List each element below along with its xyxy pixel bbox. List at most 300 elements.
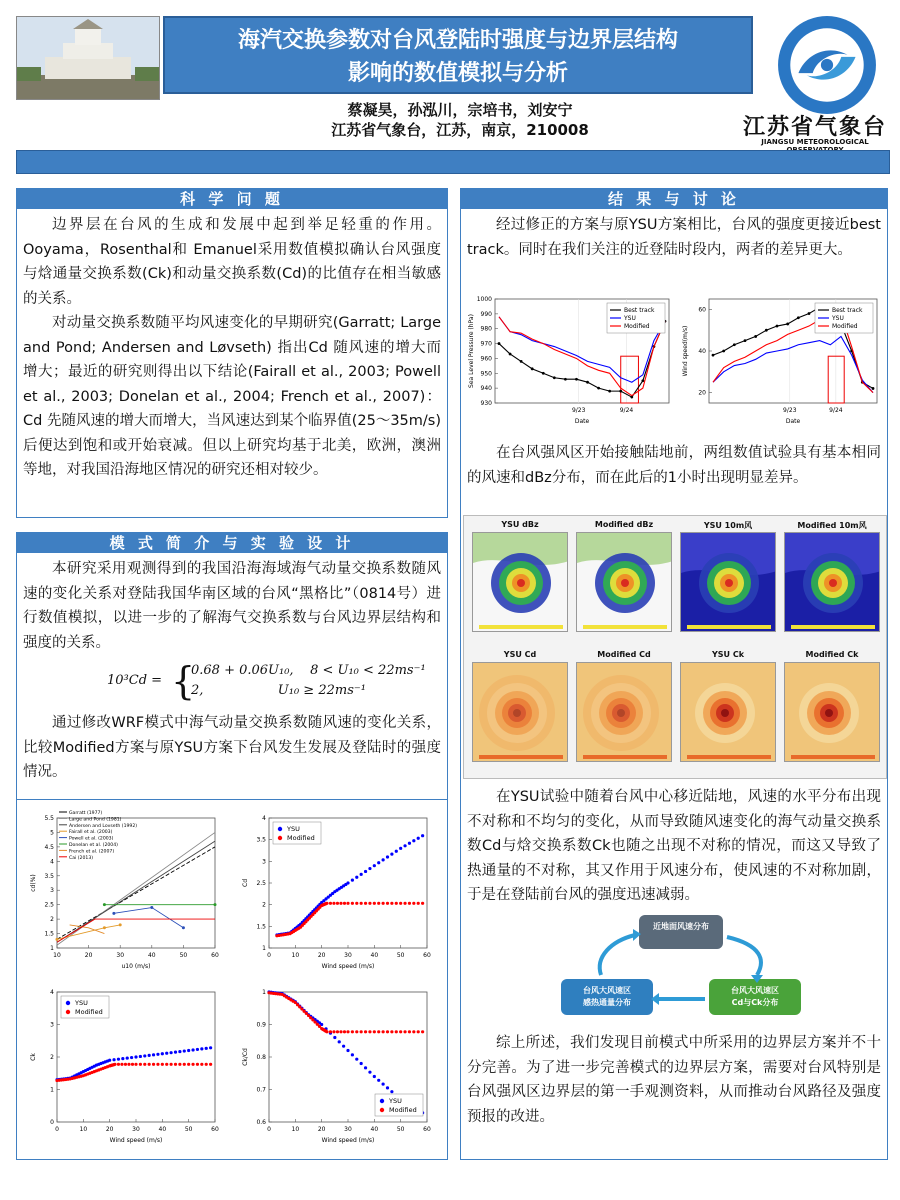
data-point-ysu — [368, 867, 371, 870]
data-point-ysu — [342, 1045, 345, 1048]
legend-label: Garratt (1977) — [69, 811, 103, 816]
formula-lhs: 10³Cd = — [107, 673, 163, 688]
data-point-modified — [421, 902, 424, 905]
data-point — [182, 926, 185, 929]
data-point-modified — [408, 1030, 411, 1033]
data-point — [103, 926, 106, 929]
x-tick-label: 9/23 — [783, 407, 797, 414]
data-point — [808, 312, 811, 315]
data-point-modified — [127, 1063, 130, 1066]
data-point-modified — [131, 1063, 134, 1066]
legend-swatch — [380, 1108, 384, 1112]
data-point-ysu — [386, 855, 389, 858]
data-point-ysu — [200, 1047, 203, 1050]
data-point-ysu — [170, 1051, 173, 1054]
data-point-modified — [332, 902, 335, 905]
map-title: YSU Ck — [711, 650, 745, 659]
y-tick-label: 40 — [698, 348, 706, 355]
legend-label: French et al. (2007) — [69, 849, 115, 855]
paragraph: 本研究采用观测得到的我国沿海海域海气动量交换系数随风速的变化关系对登陆我国华南区域的台风“黑格比”（0814号）进行数值模拟，以进一步的了解海气交换系数与台风边界层结构和强度的关系。 — [23, 561, 441, 651]
data-point-modified — [191, 1063, 194, 1066]
affiliation: 江苏省气象台，江苏，南京，210008 — [331, 121, 589, 139]
legend-label: Modified — [624, 323, 650, 330]
building-illustration — [17, 17, 159, 99]
legend-label: Modified — [832, 323, 858, 330]
data-point-modified — [200, 1063, 203, 1066]
data-point-ysu — [117, 1058, 120, 1061]
y-tick-label: 1000 — [476, 296, 492, 303]
y-tick-label: 4 — [50, 858, 54, 866]
arrow-head-icon — [751, 975, 763, 983]
y-tick-label: 1 — [262, 989, 266, 996]
data-point-ysu — [156, 1053, 159, 1056]
colorbar — [583, 625, 667, 629]
data-point — [56, 938, 59, 941]
y-tick-label: 5.5 — [44, 815, 54, 822]
colorbar — [479, 755, 563, 759]
map-title: YSU 10m风 — [703, 521, 753, 530]
data-point-ysu — [338, 1040, 341, 1043]
y-tick-label: 3 — [50, 1021, 54, 1029]
data-point — [542, 372, 545, 375]
data-point — [776, 325, 779, 328]
legend-label: Powell et al. (2003) — [69, 836, 114, 842]
y-tick-label: 960 — [480, 355, 492, 363]
x-axis-label: Date — [785, 418, 801, 425]
data-point-modified — [355, 902, 358, 905]
y-tick-label: 1.5 — [256, 923, 266, 931]
data-point-modified — [417, 902, 420, 905]
poster-title — [163, 16, 753, 94]
x-tick-label: 40 — [158, 1126, 167, 1133]
data-point-modified — [343, 902, 346, 905]
data-point-ysu — [351, 879, 354, 882]
data-point — [597, 387, 600, 390]
x-tick-label: 40 — [147, 952, 156, 959]
x-tick-label: 30 — [132, 1126, 140, 1133]
y-tick-label: 4 — [50, 989, 54, 996]
field-contour — [725, 579, 733, 587]
data-point-modified — [395, 1030, 398, 1033]
colorbar — [583, 755, 667, 759]
data-point-modified — [399, 1030, 402, 1033]
data-point-ysu — [165, 1052, 168, 1055]
x-tick-label: 60 — [423, 1126, 431, 1133]
data-point-modified — [395, 902, 398, 905]
data-point-ysu — [196, 1048, 199, 1051]
header-divider-bar — [16, 150, 890, 174]
legend-label: YSU — [287, 825, 300, 833]
paragraph: 经过修正的方案与原YSU方案相比，台风的强度更接近best track。同时在我们关注的近登陆时段内，两者的差异更大。 — [467, 217, 881, 258]
legend-label: Cai (2013) — [69, 855, 94, 861]
data-point-ysu — [390, 853, 393, 856]
data-point — [641, 379, 644, 382]
legend-label: Best track — [624, 307, 655, 314]
simulation-map — [472, 662, 568, 762]
data-point-ysu — [126, 1056, 129, 1059]
data-point-modified — [205, 1063, 208, 1066]
data-point-ysu — [139, 1055, 142, 1058]
data-point-ysu — [346, 1049, 349, 1052]
data-point-ysu — [187, 1049, 190, 1052]
data-point-modified — [360, 902, 363, 905]
data-point-ysu — [368, 1071, 371, 1074]
data-point-modified — [377, 1030, 380, 1033]
paragraph: 边界层在台风的生成和发展中起到举足轻重的作用。Ooyama，Rosenthal和 Emanuel采用数值模拟确认台风强度与焓通量交换系数(Ck)和动量交换系数(Cd)的比值存在相当敏感的关系。 — [23, 217, 441, 307]
data-point-modified — [364, 902, 367, 905]
y-tick-label: 0.8 — [256, 1054, 266, 1061]
data-point-modified — [336, 902, 339, 905]
data-point-modified — [332, 1030, 335, 1033]
data-point-modified — [339, 902, 342, 905]
data-point-modified — [412, 902, 415, 905]
formula-brace: { — [171, 659, 196, 703]
map-title: YSU dBz — [501, 520, 539, 529]
map-title: Modified 10m风 — [797, 521, 867, 530]
data-point — [797, 316, 800, 319]
map-title: Modified Cd — [597, 650, 651, 659]
x-axis-label: u10 (m/s) — [121, 963, 151, 970]
x-tick-label: 40 — [370, 952, 379, 959]
data-point-ysu — [143, 1054, 146, 1057]
legend-label: Modified — [287, 834, 315, 842]
data-point-modified — [399, 902, 402, 905]
data-point-modified — [148, 1063, 151, 1066]
data-point-ysu — [403, 844, 406, 847]
legend-label: Modified — [75, 1008, 103, 1016]
logo-chinese-name: 江苏省气象台 — [742, 114, 887, 140]
data-point-ysu — [395, 850, 398, 853]
data-point-modified — [336, 1030, 339, 1033]
y-tick-label: 0 — [50, 1119, 54, 1126]
y-tick-label: 20 — [698, 389, 706, 397]
y-tick-label: 3 — [50, 887, 54, 895]
x-tick-label: 30 — [344, 1126, 352, 1133]
arrow-head-icon — [633, 929, 641, 941]
legend-label: Fairall et al. (2003) — [69, 830, 113, 836]
y-tick-label: 0.7 — [256, 1086, 266, 1094]
x-axis-label: Wind speed (m/s) — [321, 963, 375, 970]
legend-label: Andersen and Lovseth (1992) — [69, 823, 138, 829]
data-point — [744, 339, 747, 342]
data-point-modified — [364, 1030, 367, 1033]
arrow-icon — [727, 937, 761, 975]
data-point-ysu — [412, 839, 415, 842]
flow-node-label: 感热通量分布 — [583, 998, 631, 1007]
data-point-ysu — [134, 1055, 137, 1058]
flow-arrows — [561, 915, 801, 1019]
data-point-ysu — [209, 1046, 212, 1049]
legend-swatch — [66, 1001, 70, 1005]
x-tick-label: 10 — [291, 952, 300, 959]
data-point — [608, 390, 611, 393]
data-point — [103, 903, 106, 906]
data-point — [786, 323, 789, 326]
y-tick-label: 2 — [262, 901, 266, 909]
x-tick-label: 9/24 — [829, 407, 843, 414]
data-point-modified — [339, 1030, 342, 1033]
x-tick-label: 30 — [116, 952, 125, 959]
data-point-ysu — [360, 1062, 363, 1065]
section-heading: 结 果 与 讨 论 — [461, 189, 887, 209]
data-point-modified — [134, 1063, 137, 1066]
data-point-modified — [143, 1063, 146, 1066]
field-contour — [583, 675, 659, 751]
data-point-modified — [386, 902, 389, 905]
data-point — [872, 387, 875, 390]
data-point-modified — [325, 1030, 328, 1033]
y-tick-label: 60 — [698, 306, 706, 314]
data-point-modified — [329, 902, 332, 905]
simulation-map — [576, 532, 672, 632]
x-tick-label: 9/23 — [571, 407, 586, 414]
x-axis-label: Wind speed (m/s) — [321, 1137, 375, 1144]
y-axis-label: Ck/Cd — [242, 1048, 249, 1066]
y-tick-label: 930 — [480, 400, 492, 407]
figure-panel-cd-ck — [16, 800, 448, 1160]
data-point-ysu — [130, 1056, 133, 1059]
authors: 蔡凝昊，孙泓川，宗培书，刘安宁 — [347, 101, 573, 119]
data-point-ysu — [355, 876, 358, 879]
data-point-modified — [152, 1063, 155, 1066]
data-point — [765, 329, 768, 332]
y-tick-label: 4 — [262, 815, 266, 822]
data-point-modified — [373, 902, 376, 905]
y-tick-label: 980 — [480, 325, 492, 333]
data-point-modified — [329, 1030, 332, 1033]
data-point-ysu — [364, 870, 367, 873]
x-tick-label: 50 — [396, 952, 405, 959]
colorbar — [687, 625, 771, 629]
colorbar — [687, 755, 771, 759]
data-point — [531, 367, 534, 370]
y-axis-label: Wind speed(m/s) — [682, 325, 689, 377]
data-point-ysu — [346, 881, 349, 884]
legend-label: Large and Pond (1981) — [69, 817, 122, 823]
data-point-ysu — [178, 1050, 181, 1053]
data-point-ysu — [108, 1059, 111, 1062]
field-contour — [721, 709, 729, 717]
data-point-modified — [408, 902, 411, 905]
flow-node-label: 台风大风速区 — [731, 986, 779, 995]
section-results — [460, 188, 888, 1160]
y-tick-label: 3 — [262, 858, 266, 866]
x-tick-label: 60 — [211, 952, 219, 959]
data-point-modified — [390, 902, 393, 905]
data-point-ysu — [351, 1053, 354, 1056]
data-point-modified — [351, 902, 354, 905]
legend-swatch — [380, 1099, 384, 1103]
data-point-modified — [403, 1030, 406, 1033]
paragraph: 对动量交换系数随平均风速变化的早期研究(Garratt; Large and Pond; Andersen and Løvseth) 指出Cd 随风速的增大而增大；最近的研究则得出以下结论(Fairall et al., 2003; Powell et al., 2003; Donelan et al., 2004; French et al., 2007)：Cd 先随风速的增大而增大，当风速达到某个临界值(25～35m/s)后便达到饱和或开始衰减。但以上研究均基于北美，欧洲，澳洲等地，对我国沿海地区情况的研究还相对较少。 — [23, 315, 441, 478]
paragraph: 在台风强风区开始接触陆地前，两组数值试验具有基本相同的风速和dBz分布，而在此后的1小时出现明显差异。 — [467, 445, 881, 486]
x-tick-label: 10 — [79, 1126, 88, 1133]
data-point-modified — [382, 1030, 385, 1033]
y-tick-label: 2.5 — [256, 880, 266, 887]
flow-node-label: 近地面风速分布 — [653, 922, 709, 931]
data-point-ysu — [373, 1075, 376, 1078]
data-point-modified — [124, 1063, 127, 1066]
formula — [107, 659, 447, 707]
x-tick-label: 0 — [267, 1126, 271, 1133]
data-point-ysu — [121, 1057, 124, 1060]
data-point-ysu — [360, 873, 363, 876]
data-point-modified — [187, 1063, 190, 1066]
data-point-modified — [346, 902, 349, 905]
y-tick-label: 1 — [50, 945, 54, 952]
x-axis-label: Date — [574, 418, 590, 425]
data-point-ysu — [161, 1052, 164, 1055]
paragraph: 综上所述，我们发现目前模式中所采用的边界层方案并不十分完善。为了进一步完善模式的边界层方案，需要对台风特别是台风强风区边界层的第一手观测资料，从而推动台风路径及强度预报的改进。 — [467, 1035, 881, 1125]
data-point-ysu — [355, 1058, 358, 1061]
data-point — [619, 390, 622, 393]
paragraph: 通过修改WRF模式中海气动量交换系数随风速的变化关系，比较Modified方案与原YSU方案下台风发生发展及登陆时的强度情况。 — [23, 715, 441, 780]
data-point — [712, 354, 715, 357]
x-tick-label: 9/24 — [619, 407, 634, 414]
data-point-modified — [117, 1063, 120, 1066]
title-line-1: 海汽交换参数对台风登陆时强度与边界层结构 — [237, 28, 678, 53]
arrow-icon — [600, 935, 635, 975]
data-point-ysu — [399, 847, 402, 850]
data-point-ysu — [191, 1048, 194, 1051]
legend-swatch — [278, 827, 282, 831]
y-tick-label: 1 — [262, 945, 266, 952]
data-point — [520, 360, 523, 363]
data-point-modified — [377, 902, 380, 905]
figure-track-comparison — [465, 293, 883, 431]
y-tick-label: 4.5 — [44, 843, 54, 851]
data-point-modified — [373, 1030, 376, 1033]
x-axis-label: Wind speed (m/s) — [109, 1137, 163, 1144]
chart-ck-vs-wind — [27, 982, 227, 1152]
chart-ck-cd-ratio — [239, 982, 439, 1152]
data-point-modified — [386, 1030, 389, 1033]
data-point-modified — [209, 1063, 212, 1066]
data-point — [586, 381, 589, 384]
field-contour — [825, 709, 833, 717]
formula-case-1: 0.68 + 0.06U₁₀, 8 < U₁₀ < 22ms⁻¹ — [191, 663, 426, 678]
flow-node-label: Cd与Ck分布 — [731, 998, 779, 1007]
data-point-ysu — [183, 1049, 186, 1052]
legend-label: Modified — [389, 1106, 417, 1114]
data-point — [112, 912, 115, 915]
map-title: Modified dBz — [594, 520, 654, 529]
chart-pressure — [465, 293, 675, 431]
colorbar — [791, 755, 875, 759]
simulation-map — [680, 662, 776, 762]
simulation-map — [472, 532, 568, 632]
data-point-modified — [343, 1030, 346, 1033]
data-point-ysu — [205, 1047, 208, 1050]
observatory-logo — [776, 14, 878, 116]
feedback-diagram — [561, 915, 801, 1019]
x-tick-label: 20 — [317, 1126, 326, 1133]
flow-node-label: 台风大风速区 — [583, 986, 631, 995]
y-tick-label: 1.5 — [44, 930, 54, 938]
x-tick-label: 20 — [105, 1126, 114, 1133]
field-contour — [479, 675, 555, 751]
legend-label: YSU — [389, 1097, 402, 1105]
data-point-ysu — [382, 1082, 385, 1085]
data-point-ysu — [377, 1079, 380, 1082]
x-tick-label: 50 — [396, 1126, 405, 1133]
data-point-modified — [412, 1030, 415, 1033]
section-heading: 模 式 简 介 与 实 验 设 计 — [17, 533, 447, 553]
formula-case-2: 2, U₁₀ ≥ 22ms⁻¹ — [191, 683, 366, 698]
data-point-ysu — [390, 1090, 393, 1093]
y-tick-label: 0.9 — [256, 1021, 266, 1029]
y-tick-label: 2 — [50, 1054, 54, 1061]
data-point — [150, 906, 153, 909]
data-point-ysu — [148, 1054, 151, 1057]
colorbar — [791, 625, 875, 629]
data-point-ysu — [417, 837, 420, 840]
y-tick-label: 3.5 — [256, 836, 266, 844]
map-title: YSU Cd — [503, 650, 537, 659]
data-point — [754, 335, 757, 338]
y-tick-label: 5 — [50, 829, 54, 837]
data-point-modified — [390, 1030, 393, 1033]
data-point — [564, 378, 567, 381]
data-point-modified — [156, 1063, 159, 1066]
x-tick-label: 50 — [179, 952, 188, 959]
simulation-map — [784, 662, 880, 762]
chart-cd-literature — [27, 808, 227, 978]
data-point-modified — [120, 1063, 123, 1066]
x-tick-label: 20 — [317, 952, 326, 959]
data-point-modified — [165, 1063, 168, 1066]
data-point-modified — [421, 1030, 424, 1033]
legend-label: YSU — [75, 999, 88, 1007]
data-point-modified — [382, 902, 385, 905]
y-tick-label: 950 — [480, 370, 492, 378]
data-point-ysu — [408, 842, 411, 845]
y-tick-label: 3.5 — [44, 872, 54, 880]
y-axis-label: cd(%) — [30, 874, 37, 892]
x-tick-label: 10 — [291, 1126, 300, 1133]
y-tick-label: 990 — [480, 310, 492, 318]
colorbar — [479, 625, 563, 629]
data-point — [722, 350, 725, 353]
legend-label: Donelan et al. (2004) — [69, 843, 118, 848]
x-tick-label: 50 — [184, 1126, 193, 1133]
chart-cd-vs-wind — [239, 808, 439, 978]
simulation-map — [784, 532, 880, 632]
x-tick-label: 30 — [344, 952, 352, 959]
x-tick-label: 10 — [53, 952, 61, 959]
legend-label: YSU — [832, 315, 844, 322]
title-line-2: 影响的数值模拟与分析 — [347, 61, 568, 86]
data-point-modified — [368, 902, 371, 905]
data-point-modified — [346, 1030, 349, 1033]
data-point-ysu — [386, 1086, 389, 1089]
data-point-modified — [351, 1030, 354, 1033]
data-point-modified — [403, 902, 406, 905]
building-photo — [16, 16, 160, 100]
figure-map-grid — [463, 515, 887, 779]
data-point — [119, 923, 122, 926]
data-point-ysu — [382, 858, 385, 861]
y-tick-label: 2 — [50, 916, 54, 924]
data-point — [575, 378, 578, 381]
data-point-modified — [183, 1063, 186, 1066]
data-point — [498, 342, 501, 345]
data-point-ysu — [377, 861, 380, 864]
simulation-map — [680, 532, 776, 632]
data-point-modified — [196, 1063, 199, 1066]
field-contour — [517, 579, 525, 587]
data-point-ysu — [421, 834, 424, 837]
